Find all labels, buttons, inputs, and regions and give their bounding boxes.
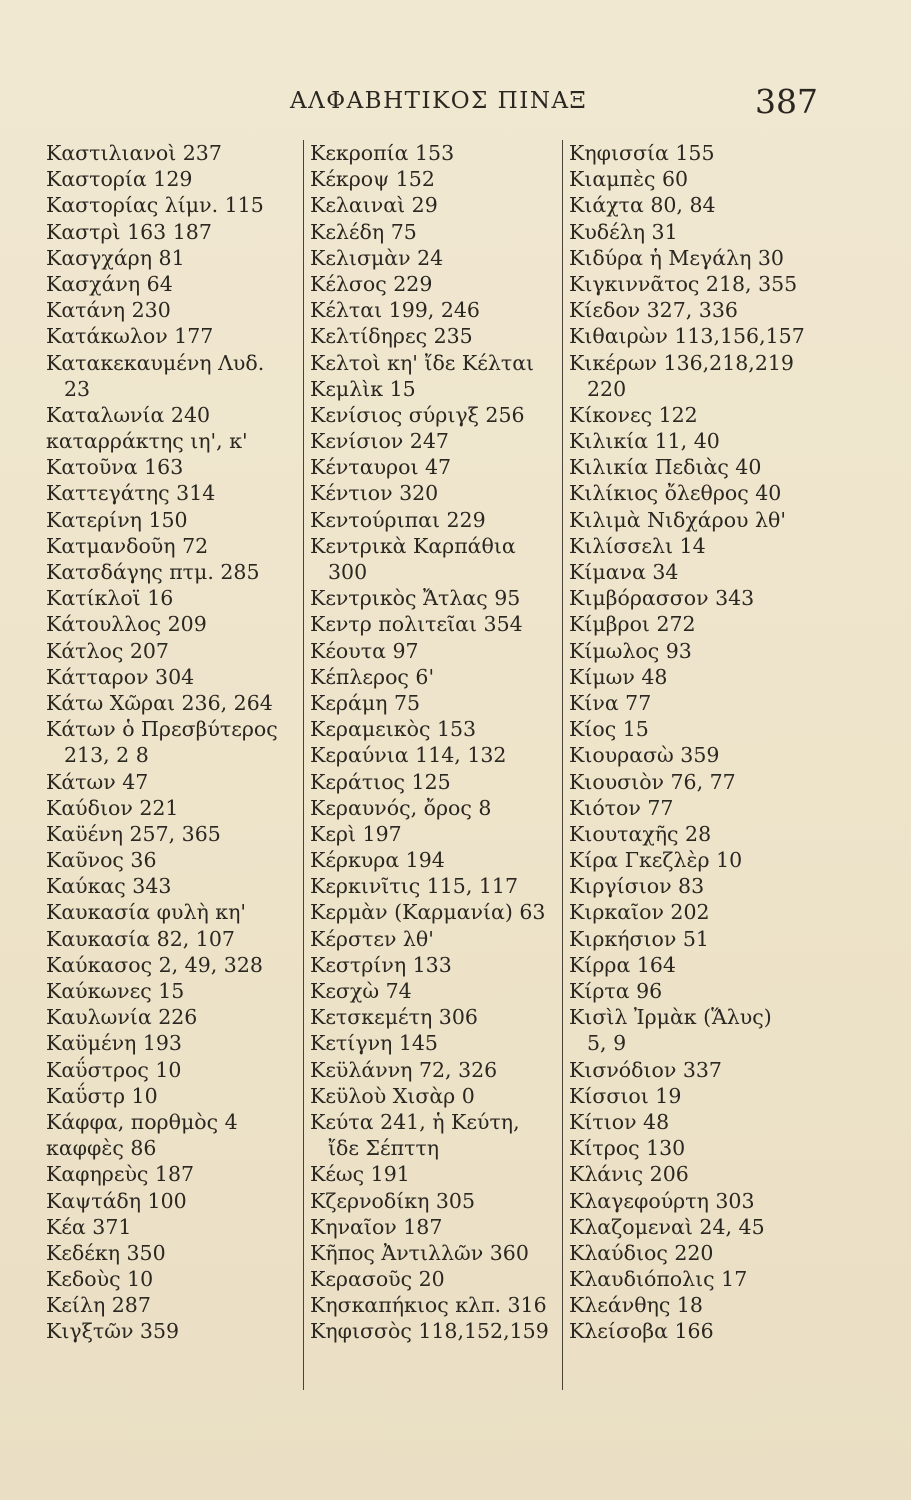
- index-entry: Κίμων 48: [569, 664, 668, 689]
- index-entry: Κάφφα, πορθμὸς 4: [46, 1109, 238, 1134]
- index-entry: Κέπλερος 6': [310, 664, 435, 689]
- index-entry: Κέα 371: [46, 1214, 132, 1239]
- index-entry: Κέουτα 97: [310, 638, 419, 663]
- index-entry: Κλαυδιόπολις 17: [569, 1267, 748, 1292]
- index-entry: Κέντιον 320: [310, 481, 439, 506]
- index-entry: Κερκινῖτις 115, 117: [310, 874, 519, 899]
- index-entry: Κζερνοδίκη 305: [310, 1188, 476, 1213]
- index-entry: Κιουρασὼ 359: [569, 743, 720, 768]
- index-entry: Κερμὰν (Καρμανία) 63: [310, 900, 546, 925]
- index-entry: Κιλιμὰ Νιδχάρου λθ': [569, 507, 786, 532]
- index-entry: Κέκροψ 152: [310, 167, 435, 192]
- index-entry: Κίρτα 96: [569, 979, 663, 1003]
- index-column-3: [562, 140, 849, 1390]
- index-entry: Κιλίκιος ὄλεθρος 40: [569, 481, 782, 506]
- index-entry: Κέλται 199, 246: [310, 298, 480, 323]
- index-entry: Κεϋλάννη 72, 326: [310, 1057, 498, 1082]
- index-entry: Κατμανδοῦη 72: [46, 533, 209, 558]
- index-entry: Κιλικία 11, 40: [569, 429, 720, 454]
- index-entry: Κασγχάρη 81: [46, 245, 185, 270]
- index-entry: Κάτταρον 304: [46, 664, 195, 689]
- index-entry: Καΰστρ 10: [46, 1083, 158, 1108]
- index-entry: Κελέδη 75: [310, 219, 417, 244]
- index-entry: Κάτων 47: [46, 769, 149, 794]
- index-entry: Καστορία 129: [46, 167, 193, 192]
- index-entry: Κερὶ 197: [310, 821, 402, 846]
- index-entry: Κεκροπία 153: [310, 141, 455, 165]
- index-entry: Κίρρα 164: [569, 952, 676, 977]
- index-entry: ἴδε Σέπττη: [328, 1136, 440, 1161]
- page-number: 387: [755, 82, 818, 121]
- index-entry: Κετσκεμέτη 306: [310, 1005, 478, 1030]
- index-entry: Κεδοὺς 10: [46, 1267, 154, 1292]
- index-entry: Καύκας 343: [46, 874, 172, 899]
- index-entry: Κεϋλοὺ Χισὰρ 0: [310, 1083, 475, 1108]
- index-entry: Κλείσοβα 166: [569, 1319, 714, 1344]
- index-entry: Κατακεκαυμένη Λυδ.: [46, 350, 265, 375]
- index-entry: Κιάχτα 80, 84: [569, 193, 716, 218]
- index-entry: Κατοῦνα 163: [46, 455, 184, 480]
- index-entry: 213, 2 8: [64, 743, 149, 768]
- index-entry: Καϋένη 257, 365: [46, 821, 221, 846]
- index-entry: Κατίκλοϊ 16: [46, 586, 174, 611]
- index-entry: Κάτων ὁ Πρεσβύτερος: [46, 717, 278, 742]
- index-entry: Κένταυροι 47: [310, 455, 452, 480]
- index-entry: Κελισμὰν 24: [310, 245, 444, 270]
- index-entry: Κεντρικὰ Καρπάθια: [310, 533, 516, 558]
- index-entry: Κιργίσιον 83: [569, 874, 705, 899]
- index-entry: Κιλικία Πεδιὰς 40: [569, 455, 762, 480]
- index-entry: Κιουσιὸν 76, 77: [569, 769, 736, 794]
- index-entry: 23: [64, 376, 91, 401]
- index-entry: Κισὶλ Ἰρμὰκ (Ἅλυς): [569, 1005, 772, 1030]
- index-entry: Κενίσιος σύριγξ 256: [310, 402, 525, 427]
- index-entry: Κατάνη 230: [46, 298, 171, 323]
- index-entry: Κεραύνια 114, 132: [310, 743, 507, 768]
- index-entry: Κίμανα 34: [569, 560, 679, 584]
- index-entry: Καύκωνες 15: [46, 979, 185, 1003]
- index-entry: Κιδύρα ἡ Μεγάλη 30: [569, 245, 784, 270]
- index-entry: Κιότον 77: [569, 795, 674, 820]
- index-entry: Κίκονες 122: [569, 402, 698, 427]
- index-entry: Καττεγάτης 314: [46, 481, 216, 506]
- index-entry: Καυκασία φυλὴ κη': [46, 900, 247, 925]
- index-entry: Κλεάνθης 18: [569, 1293, 703, 1318]
- index-entry: Καύδιον 221: [46, 795, 179, 820]
- index-entry: Καταλωνία 240: [46, 402, 211, 427]
- index-entry: Κηναῖον 187: [310, 1214, 443, 1239]
- index-entry: Κερασοῦς 20: [310, 1267, 445, 1292]
- index-entry: Κικέρων 136,218,219: [569, 350, 794, 375]
- index-entry: Κεντούριπαι 229: [310, 507, 486, 532]
- index-entry: Κίμβροι 272: [569, 612, 696, 637]
- index-entry: Κιλίσσελι 14: [569, 533, 706, 558]
- index-entry: Κεντρικὸς Ἄτλας 95: [310, 586, 521, 611]
- index-entry: Κιθαιρὼν 113,156,157: [569, 324, 805, 349]
- index-entry: Καφηρεὺς 187: [46, 1162, 195, 1187]
- index-entry: Κελαιναὶ 29: [310, 193, 438, 218]
- index-columns: [46, 140, 906, 1390]
- index-entry: Κάτουλλος 209: [46, 612, 207, 637]
- index-entry: Καψτάδη 100: [46, 1188, 187, 1213]
- index-entry: Κεμλὶκ 15: [310, 376, 416, 401]
- index-entry: Καστιλιανοὶ 237: [46, 141, 222, 165]
- index-entry: Κείλη 287: [46, 1293, 151, 1318]
- index-entry: Κατσδάγης πτμ. 285: [46, 560, 260, 584]
- index-entry: Καΰστρος 10: [46, 1057, 182, 1082]
- index-entry: Καστορίας λίμν. 115: [46, 193, 264, 218]
- index-entry: Καύκασος 2, 49, 328: [46, 952, 263, 977]
- index-entry: Κενίσιον 247: [310, 429, 449, 454]
- index-entry: 220: [587, 376, 627, 401]
- index-entry: Κάτλος 207: [46, 638, 169, 663]
- index-entry: Κιαμπὲς 60: [569, 167, 689, 192]
- index-entry: Κίμωλος 93: [569, 638, 692, 663]
- index-entry: 300: [328, 560, 368, 584]
- index-entry: Κάτω Χῶραι 236, 264: [46, 690, 273, 715]
- index-entry: Κεύτα 241, ἡ Κεύτη,: [310, 1109, 520, 1134]
- index-entry: Καῦνος 36: [46, 848, 157, 873]
- index-entry: Κλάνις 206: [569, 1162, 689, 1187]
- index-entry: Κεράτιος 125: [310, 769, 451, 794]
- index-entry: Κέρστεν λθ': [310, 926, 434, 951]
- index-entry: Κισνόδιον 337: [569, 1057, 722, 1082]
- index-entry: Κατερίνη 150: [46, 507, 188, 532]
- index-entry: Κλαύδιος 220: [569, 1240, 714, 1265]
- index-entry: Κῆπος Ἀντιλλῶν 360: [310, 1240, 529, 1265]
- index-entry: Κυδέλη 31: [569, 219, 678, 244]
- index-entry: Κηφισσὸς 118,152,159: [310, 1319, 549, 1344]
- index-entry: Κιουταχῆς 28: [569, 821, 712, 846]
- index-entry: καφφὲς 86: [46, 1136, 157, 1161]
- index-entry: Καυκασία 82, 107: [46, 926, 235, 951]
- index-entry: Κιρκαῖον 202: [569, 900, 710, 925]
- index-entry: Κίσσιοι 19: [569, 1083, 682, 1108]
- index-entry: Κεστρίνη 133: [310, 952, 452, 977]
- index-entry: Κίνα 77: [569, 690, 652, 715]
- index-entry: Κιγκιννᾶτος 218, 355: [569, 271, 798, 296]
- index-entry: Κίτρος 130: [569, 1136, 686, 1161]
- index-entry: Κεραυνός, ὄρος 8: [310, 795, 492, 820]
- index-entry: Κετίγνη 145: [310, 1031, 438, 1056]
- index-entry: Κασχάνη 64: [46, 271, 173, 296]
- index-entry: Κεραμεικὸς 153: [310, 717, 477, 742]
- index-entry: Κέρκυρα 194: [310, 848, 445, 873]
- index-entry: Κίτιον 48: [569, 1109, 670, 1134]
- index-entry: Κλαγεφούρτη 303: [569, 1188, 755, 1213]
- index-entry: Κατάκωλον 177: [46, 324, 214, 349]
- index-entry: Κησκαπήκιος κλπ. 316: [310, 1293, 547, 1318]
- index-entry: Κιρκήσιον 51: [569, 926, 709, 951]
- index-entry: Κεδέκη 350: [46, 1240, 166, 1265]
- page-title: ΑΛΦΑΒΗΤΙΚΟΣ ΠΙΝΑΞ: [290, 88, 588, 114]
- index-entry: Κλαζομεναὶ 24, 45: [569, 1214, 765, 1239]
- index-entry: Κελτίδηρες 235: [310, 324, 473, 349]
- index-entry: Κίρα Γκεζλὲρ 10: [569, 848, 743, 873]
- index-entry: Κηφισσία 155: [569, 141, 715, 165]
- index-entry: Καϋμένη 193: [46, 1031, 182, 1056]
- index-entry: 5, 9: [587, 1031, 627, 1056]
- index-entry: Κιμβόρασσον 343: [569, 586, 755, 611]
- index-entry: Κελτοὶ κη' ἴδε Κέλται: [310, 350, 535, 375]
- index-entry: Κίεδον 327, 336: [569, 298, 738, 323]
- index-entry: Κίος 15: [569, 717, 649, 742]
- index-entry: Κεράμη 75: [310, 690, 421, 715]
- index-entry: Καυλωνία 226: [46, 1005, 198, 1030]
- index-entry: Κέλσος 229: [310, 271, 433, 296]
- index-entry: Καστρὶ 163 187: [46, 219, 212, 244]
- index-entry: Κέως 191: [310, 1162, 410, 1187]
- index-entry: καταρράκτης ιη', κ': [46, 429, 248, 454]
- index-entry: Κεντρ πολιτεῖαι 354: [310, 612, 523, 637]
- index-entry: Κεσχὼ 74: [310, 979, 412, 1003]
- index-column-2: [303, 140, 562, 1390]
- index-entry: Κιγξτῶν 359: [46, 1319, 180, 1344]
- page-header: [0, 82, 911, 122]
- index-column-1: [46, 140, 296, 1390]
